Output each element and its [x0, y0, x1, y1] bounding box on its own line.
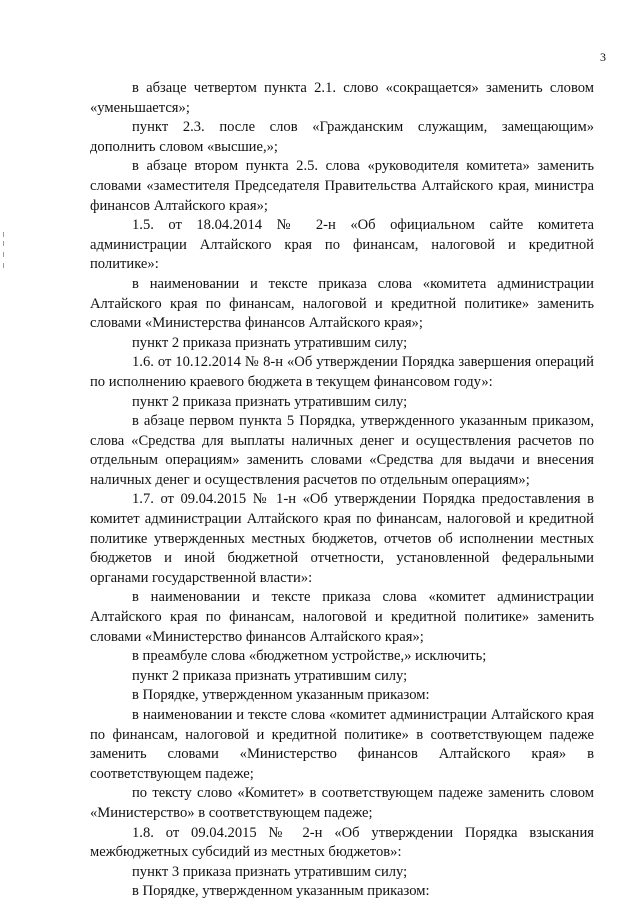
margin-mark [3, 252, 4, 257]
paragraph: 1.6. от 10.12.2014 № 8-н «Об утверждении Порядка завершения операций по исполнению краевого бюджета в текущем финансовом году»: [90, 354, 594, 390]
margin-mark [3, 263, 4, 268]
paragraph: пункт 2 приказа признать утратившим силу; [132, 667, 408, 684]
paragraph: в наименовании и тексте слова «комитет администрации Алтайского края по финансам, налоговой и кредитной политике» в соответствующем падеже заменить словами «Министерство финансов Алтайского края» в соответствующем падеже; [90, 707, 594, 782]
paragraph: пункт 2 приказа признать утратившим силу; [132, 334, 408, 351]
paragraph: пункт 2.3. после слов «Гражданским служащим, замещающим» дополнить словом «высшие,»; [90, 119, 594, 155]
paragraph: по тексту слово «Комитет» в соответствующем падеже заменить словом «Министерство» в соответствующем падеже; [90, 785, 594, 821]
paragraph: в абзаце втором пункта 2.5. слова «руководителя комитета» заменить словами «заместителя Председателя Правительства Алтайского края, министра финансов Алтайского края»; [90, 158, 594, 214]
paragraph: пункт 2 приказа признать утратившим силу; [132, 393, 408, 410]
paragraph: в наименовании и тексте приказа слова «комитет администрации Алтайского края по финансам, налоговой и кредитной политике» заменить словами «Министерство финансов Алтайского края»; [90, 589, 594, 645]
margin-mark [3, 232, 4, 237]
paragraph: в абзаце четвертом пункта 2.1. слово «сокращается» заменить словом «уменьшается»; [90, 80, 594, 116]
paragraph: в Порядке, утвержденном указанным приказом: [132, 883, 430, 900]
paragraph: в абзаце первом пункта 5 Порядка, утвержденного указанным приказом, слова «Средства для выплаты наличных денег и осуществления расчетов по отдельным операциям» заменить словами «Средства для выдачи и внесения наличных денег и осуществления расчетов по отдельным операциям»; [90, 413, 594, 488]
paragraph: пункт 3 приказа признать утратившим силу; [132, 863, 408, 880]
paragraph: 1.7. от 09.04.2015 № 1-н «Об утверждении Порядка предоставления в комитет администрации Алтайского края по финансам, налоговой и кредитной политике утвержденных местных бюджетов, отчетов об исполнении местных бюджетов и иной бюджетной отчетности, установленной федеральными органами государственной власти»: [90, 491, 594, 586]
paragraph: в преамбуле слова «бюджетном устройстве,» исключить; [132, 648, 487, 665]
paragraph: 1.8. от 09.04.2015 № 2-н «Об утверждении Порядка взыскания межбюджетных субсидий из местных бюджетов»: [90, 824, 594, 861]
document-body [90, 79, 594, 902]
paragraph: в Порядке, утвержденном указанным приказом: [132, 687, 430, 704]
paragraph: в наименовании и тексте приказа слова «комитета администрации Алтайского края по финансам, налоговой и кредитной политике» заменить словами «Министерства финансов Алтайского края»; [90, 275, 594, 332]
margin-mark [3, 241, 4, 246]
page-number: 3 [600, 50, 606, 64]
paragraph: 1.5. от 18.04.2014 № 2-н «Об официальном сайте комитета администрации Алтайского края по финансам, налоговой и кредитной политике»: [90, 217, 594, 273]
